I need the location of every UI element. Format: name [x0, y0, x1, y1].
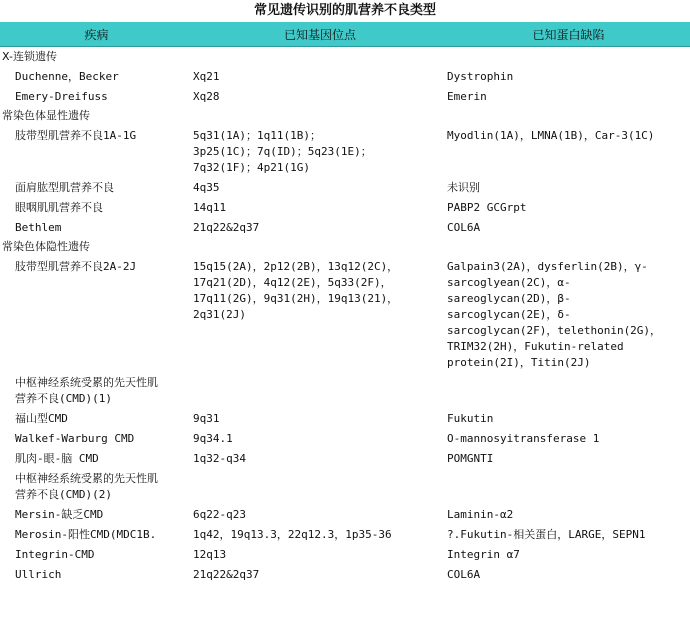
table-row — [0, 448, 690, 468]
protein-cell: Dystrophin — [447, 70, 514, 83]
locus-cell: 9q34.1 — [193, 432, 233, 445]
disease-cell: Integrin-CMD — [15, 548, 95, 561]
protein-cell: Integrin α7 — [447, 548, 520, 561]
table-row — [0, 544, 690, 564]
table-row — [0, 177, 690, 197]
table-row — [0, 564, 690, 584]
protein-cell: PABP2 GCGrpt — [447, 201, 527, 214]
disease-cell: 中枢神经系统受累的先天性肌 营养不良(CMD)(2) — [15, 472, 158, 501]
category-label: 常染色体隐性遗传 — [2, 240, 90, 253]
protein-cell: 未识别 — [447, 181, 480, 194]
category-row — [0, 106, 690, 125]
category-row — [0, 237, 690, 256]
disease-cell: Merosin-阳性CMD(MDC1B. — [15, 528, 157, 541]
disease-cell: Ullrich — [15, 568, 62, 581]
disease-cell: Duchenne，Becker — [15, 70, 119, 83]
disease-cell: 面肩肱型肌营养不良 — [15, 181, 114, 194]
table-row — [0, 372, 690, 408]
table-header — [0, 22, 690, 47]
table-row — [0, 428, 690, 448]
locus-cell: 14q11 — [193, 201, 227, 214]
disease-cell: 眼咽肌肌营养不良 — [15, 201, 103, 214]
muscular-dystrophy-table — [0, 22, 690, 584]
protein-cell: COL6A — [447, 221, 481, 234]
protein-cell: Emerin — [447, 90, 487, 103]
protein-cell: ?.Fukutin-相关蛋白，LARGE，SEPN1 — [447, 528, 646, 541]
locus-cell: 21q22&2q37 — [193, 568, 260, 581]
table-row — [0, 86, 690, 106]
category-row — [0, 47, 690, 67]
locus-cell: Xq21 — [193, 70, 220, 83]
protein-cell — [447, 372, 690, 408]
protein-cell: Galpain3(2A)，dysferlin(2B)，γ- sarcoglyean(2C)，α- sareoglycan(2D)，β- sarcoglycan(2E)，δ- sarcoglycan(2F)，telethonin(2G)， TRIM32(2H)，Fukutin-related protein(2I)，Titin(2J) — [447, 260, 662, 369]
table-body — [0, 47, 690, 585]
locus-cell: 9q31 — [193, 412, 220, 425]
locus-cell: 6q22-q23 — [193, 508, 246, 521]
table-row — [0, 524, 690, 544]
table-row — [0, 217, 690, 237]
locus-cell: 12q13 — [193, 548, 227, 561]
disease-cell: 肢带型肌营养不良1A-1G — [15, 129, 137, 142]
table-row — [0, 256, 690, 372]
table-row — [0, 125, 690, 177]
locus-cell: 21q22&2q37 — [193, 221, 260, 234]
disease-cell: 肢带型肌营养不良2A-2J — [15, 260, 137, 273]
locus-cell: 1q42，19q13.3，22q12.3，1p35-36 — [193, 528, 392, 541]
protein-cell: POMGNTI — [447, 452, 494, 465]
disease-cell: Mersin-缺乏CMD — [15, 508, 104, 521]
table-title: 常见遗传识别的肌营养不良类型 — [253, 3, 436, 18]
locus-cell — [193, 468, 447, 504]
table-row — [0, 504, 690, 524]
locus-cell: Xq28 — [193, 90, 220, 103]
protein-cell: Fukutin — [447, 412, 494, 425]
disease-cell: 肌肉-眼-脑 CMD — [15, 452, 99, 465]
table-row — [0, 468, 690, 504]
protein-cell: COL6A — [447, 568, 481, 581]
table-row — [0, 197, 690, 217]
locus-cell: 15q15(2A)，2p12(2B)，13q12(2C)， 17q21(2D)，4q12(2E)，5q33(2F)， 17q11(2G)，9q31(2H)，19q13(21)， 2q31(2J) — [193, 260, 399, 321]
disease-cell: Walkef-Warburg CMD — [15, 432, 135, 445]
protein-cell: Myodlin(1A)，LMNA(1B)，Car-3(1C) — [447, 129, 655, 142]
protein-cell — [447, 468, 690, 504]
table-row — [0, 408, 690, 428]
header-protein: 已知蛋白缺陷 — [447, 22, 690, 47]
locus-cell: 4q35 — [193, 181, 220, 194]
locus-cell: 5q31(1A)；1q11(1B)； 3p25(1C)；7q(ID)；5q23(1E)； 7q32(1F)；4p21(1G) — [193, 129, 372, 174]
disease-cell: 福山型CMD — [15, 412, 68, 425]
disease-cell: Bethlem — [15, 221, 62, 234]
protein-cell: O-mannosyitransferase 1 — [447, 432, 600, 445]
protein-cell: Laminin-α2 — [447, 508, 514, 521]
category-label: X-连锁遗传 — [2, 50, 57, 63]
header-locus: 已知基因位点 — [193, 22, 447, 47]
table-row — [0, 66, 690, 86]
locus-cell — [193, 372, 447, 408]
locus-cell: 1q32-q34 — [193, 452, 246, 465]
category-label: 常染色体显性遗传 — [2, 109, 90, 122]
disease-cell: Emery-Dreifuss — [15, 90, 108, 103]
disease-cell: 中枢神经系统受累的先天性肌 营养不良(CMD)(1) — [15, 376, 158, 405]
header-disease: 疾病 — [0, 22, 193, 47]
